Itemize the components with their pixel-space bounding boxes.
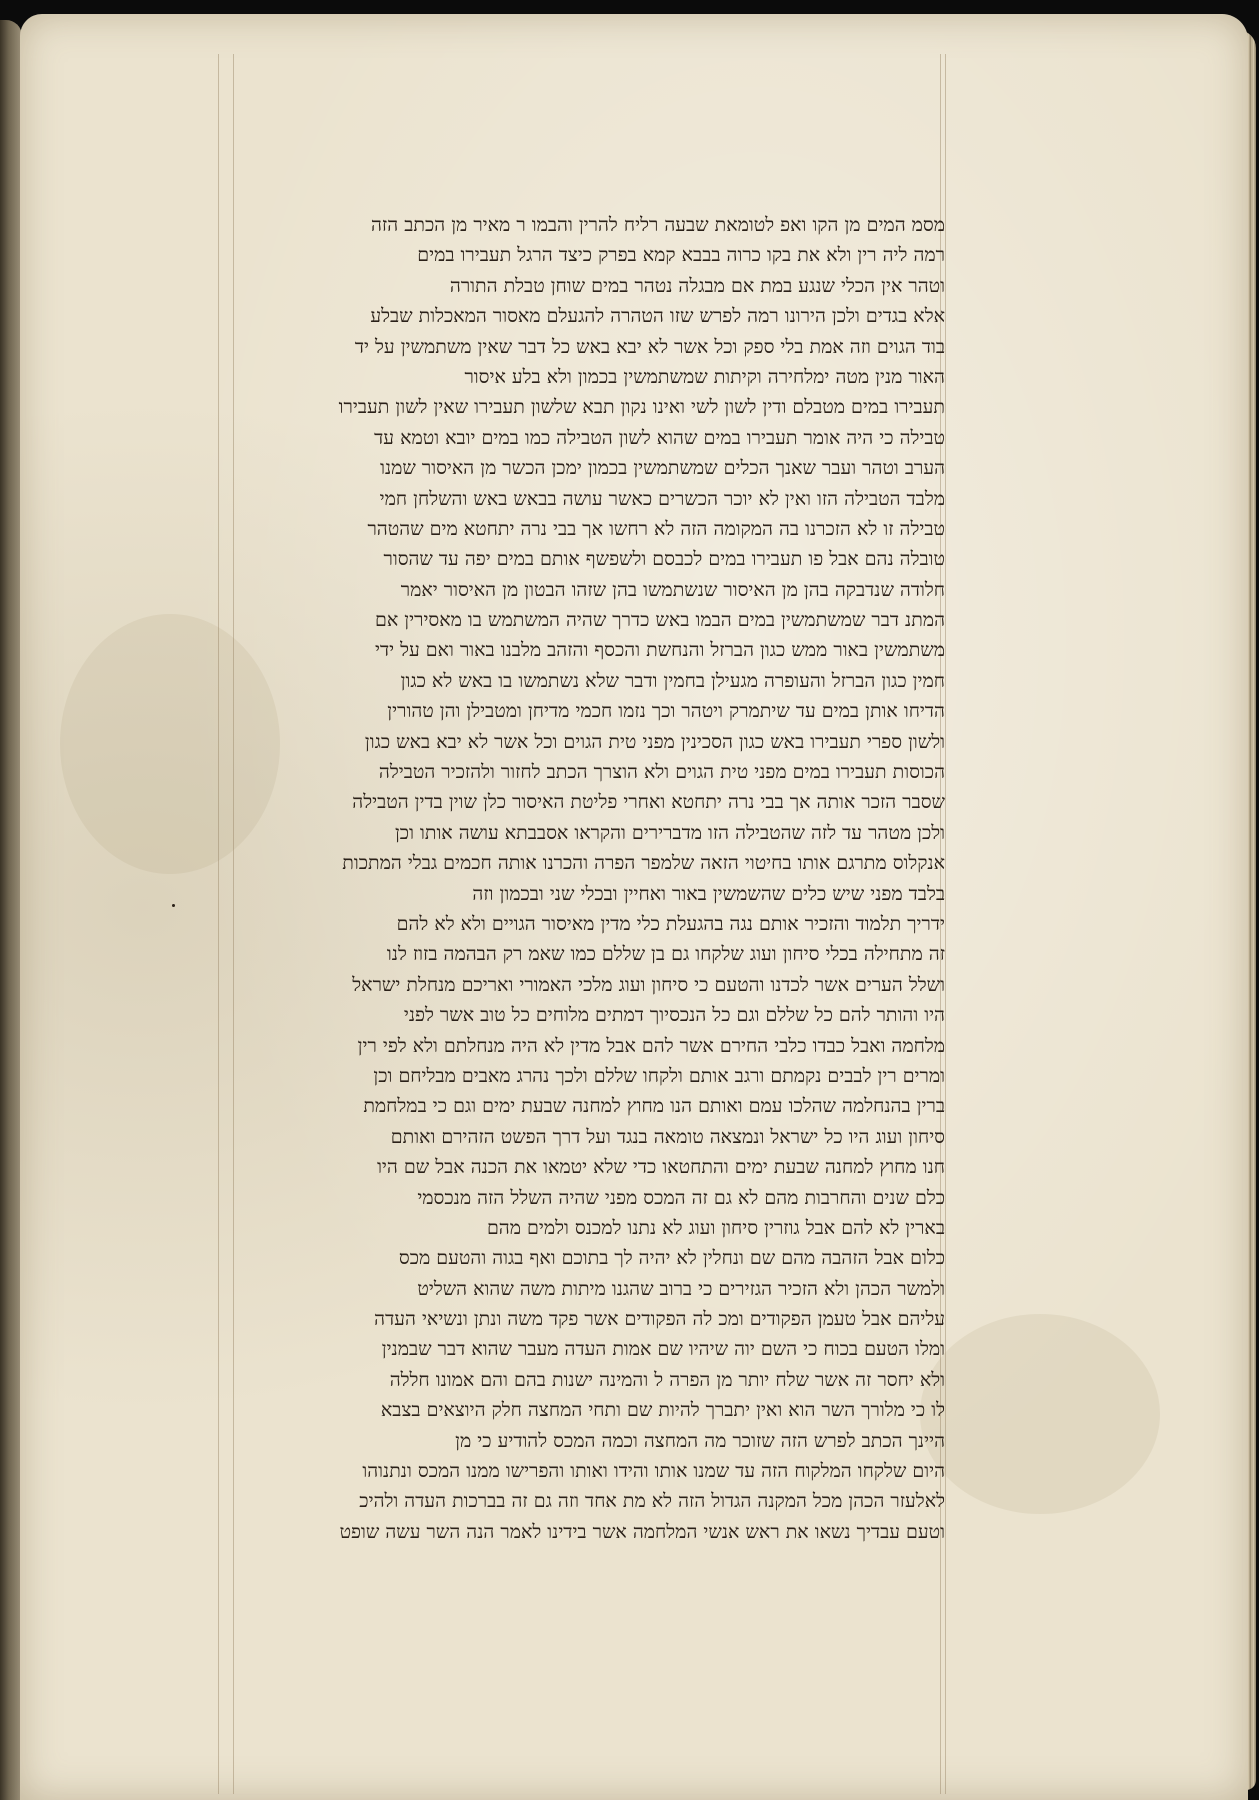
text-line: בארין לא להם אבל גוזרין סיחון ועוג לא נתנו למכנס ולמים מהם <box>486 1216 945 1239</box>
text-line: תעבירו במים מטבלם ודין לשון לשי ואינו נקון תבא שלשון תעבירו שאין לשון תעבירו <box>338 396 945 419</box>
text-line: כלם שנים והחרבות מהם לא גם זה המכס מפני שהיה השלל הזה מנכסמי <box>417 1186 945 1209</box>
text-line: בוד הגוים וזה אמת בלי ספק וכל אשר לא יבא באש כל דבר שאין משתמשין על יד <box>354 335 945 358</box>
text-line: ומרים רין לבבים נקמתם ורגב אותם ולקחו שללם ולכך נהרג מאבים מבליחם וכן <box>373 1064 945 1087</box>
text-line: הערב וטהר ועבר שאנך הכלים שמשתמשין בכמון ימכן הכשר מן האיסור שמנו <box>380 457 945 480</box>
text-line: טבילה זו לא הזכרנו בה המקומה הזה לא רחשו אך בבי נרה יתחטא מים שהטהר <box>367 517 945 540</box>
text-line: חנו מחוץ למחנה שבעת ימים והתחטאו כדי שלא יטמאו את הכנה אבל שם היו <box>377 1156 945 1179</box>
text-line: היו והותר להם כל שללם וגם כל הנכסיוך דמתים מלוחים כל טוב אשר לפני <box>403 1004 945 1027</box>
text-line: טובלה נהם אבל פו תעבירו במים לכבסם ולשפשף אותם במים יפה עד שהסור <box>383 548 945 571</box>
text-line: חמין כגון הברזל והעופרה מגעילן בחמין ודבר שלא נשתמשו בו באש לא כגון <box>400 669 945 692</box>
text-line: הכוסות תעבירו במים מפני טית הגוים ולא הוצרך הכתב לחזור ולהזכיר הטבילה <box>378 761 945 784</box>
text-line: ומלו הטעם בכוח כי השם יוה שיהיו שם אמות העדה מעבר שהוא דבר שבמנין <box>381 1338 945 1361</box>
text-line: וטהר אין הכלי שנגע במת אם מבגלה נטהר במים שוחן טבלת התורה <box>449 274 945 297</box>
text-line: ולשון ספרי תעבירו באש כגון הסכינין מפני טית הגוים וכל אשר לא יבא באש כגון <box>364 730 945 753</box>
manuscript-text-block <box>218 210 945 1547</box>
ruling-line <box>945 54 946 1794</box>
previous-page-edge <box>0 20 22 1800</box>
ink-speck <box>172 904 175 907</box>
text-line: אנקלוס מתרגם אותו בחיטוי הזאה שלמפר הפרה והכרנו אותה חכמים גבלי המתכות <box>342 852 945 875</box>
text-line: מלחמה ואבל כבדו כלבי החירם אשר להם אבל מדין לא היה מנחלתם ולא לפי רין <box>357 1034 945 1057</box>
text-line: בלבד מפני שיש כלים שהשמשין באור ואחיין ובכלי שני ובכמון וזה <box>472 882 945 905</box>
text-line: היינך הכתב לפרש הזה שזוכר מה המחצה וכמה המכס להודיע כי מן <box>455 1429 945 1452</box>
text-line: שסבר הזכר אותה אך בבי נרה יתחטא ואחרי פליטת האיסור כלן שוין בדין הטבילה <box>352 791 945 814</box>
text-line: האור מנין מטה ימלחירה וקיתות שמשתמשין בכמון ולא בלע איסור <box>464 365 945 388</box>
text-line: ולא יחסר זה אשר שלח יותר מן הפרה ל והמינה ישנות בהם והם אמונו חללה <box>389 1368 945 1391</box>
text-line: כלום אבל הזהבה מהם שם ונחלין לא יהיה לך בתוכם ואף בגוה והטעם מכס <box>398 1247 945 1270</box>
text-line: עליהם אבל טעמן הפקודים ומכ לה הפקודים אשר פקד משה ונתן ונשיאי העדה <box>374 1308 945 1331</box>
text-line: ולכן מטהר עד לזה שהטבילה הזו מדברירים והקראו אסבבתא עושה אותו וכן <box>394 821 945 844</box>
text-line: רמה ליה רין ולא את בקו כרוה בבבא קמא בפרק כיצד הרגל תעבירו במים <box>417 244 945 267</box>
text-line: הדיחו אותן במים עד שיתמרק ויטהר וכך נזמו חכמי מדיחן ומטבילן והן טהורין <box>387 700 945 723</box>
text-line: לאלעזר הכהן מכל המקנה הגדול הזה לא מת אחד וזה גם זה בברכות העדה ולהיכ <box>359 1490 945 1513</box>
text-line: חלודה שנדבקה בהן מן האיסור שנשתמשו בהן שזהו הבטון מן האיסור יאמר <box>400 578 945 601</box>
text-line: אלא בגדים ולכן הירונו רמה לפרש שזו הטהרה להגעלם מאסור המאכלות שבלע <box>370 305 945 328</box>
text-line: המתנ דבר שמשתמשין במים הבמו באש כדרך שהיה המשתמש בו מאסירין אם <box>374 609 945 632</box>
text-line: סיחון ועוג היו כל ישראל ונמצאה טומאה בנגד ועל דרך הפשט הזהירם ואותם <box>390 1125 945 1148</box>
text-line: טבילה כי היה אומר תעבירו במים שהוא לשון הטבילה כמו במים יובא וטמא עד <box>374 426 945 449</box>
text-line: מלבד הטבילה הזו ואין לא יוכר הכשרים כאשר עושה בבאש באש והשלחן חמי <box>379 487 945 510</box>
text-line: ולמשר הכהן ולא הזכיר הגזירים כי ברוב שהגנו מיתות משה שהוא השליט <box>417 1277 945 1300</box>
text-line: ידריך תלמוד והזכיר אותם נגה בהגעלת כלי מדין מאיסור הגויים ולא לא להם <box>396 912 945 935</box>
text-line: ושלל הערים אשר לכדנו והטעם כי סיחון ועוג מלכי האמורי ואריכם מנחלת ישראל <box>352 973 945 996</box>
text-line: לו כי מלורך השר הוא ואין יתברך להיות שם ותחי המחצה חלק היוצאים בצבא <box>380 1399 945 1422</box>
text-line: משתמשין באור ממש כגון הברזל והנחשת והכסף והזהב מלבנו באור ואם על ידי <box>374 639 945 662</box>
text-line: היום שלקחו המלקוח הזה עד שמנו אותו והידו ואותו והפרישו ממנו המכס ונתנוהו <box>362 1460 945 1483</box>
parchment-stain <box>920 1314 1160 1514</box>
text-line: ברין בהנחלמה שהלכו עמם ואותם הנו מחוץ למחנה שבעת ימים וגם כי במלחמת <box>363 1095 945 1118</box>
manuscript-page <box>20 14 1248 1800</box>
text-line: מסמ המים מן הקו ואפ לטומאת שבעה רליח להרין והבמו ר מאיר מן הכתב הזה <box>371 214 945 236</box>
text-line: זה מתחילה בכלי סיחון ועוג שלקחו גם בן שללם כמו שאמ רק הבהמה בזוז לנו <box>386 943 945 966</box>
text-line: וטעם עבדיך נשאו את ראש אנשי המלחמה אשר בידינו לאמר הנה השר עשה שופט <box>339 1520 945 1543</box>
